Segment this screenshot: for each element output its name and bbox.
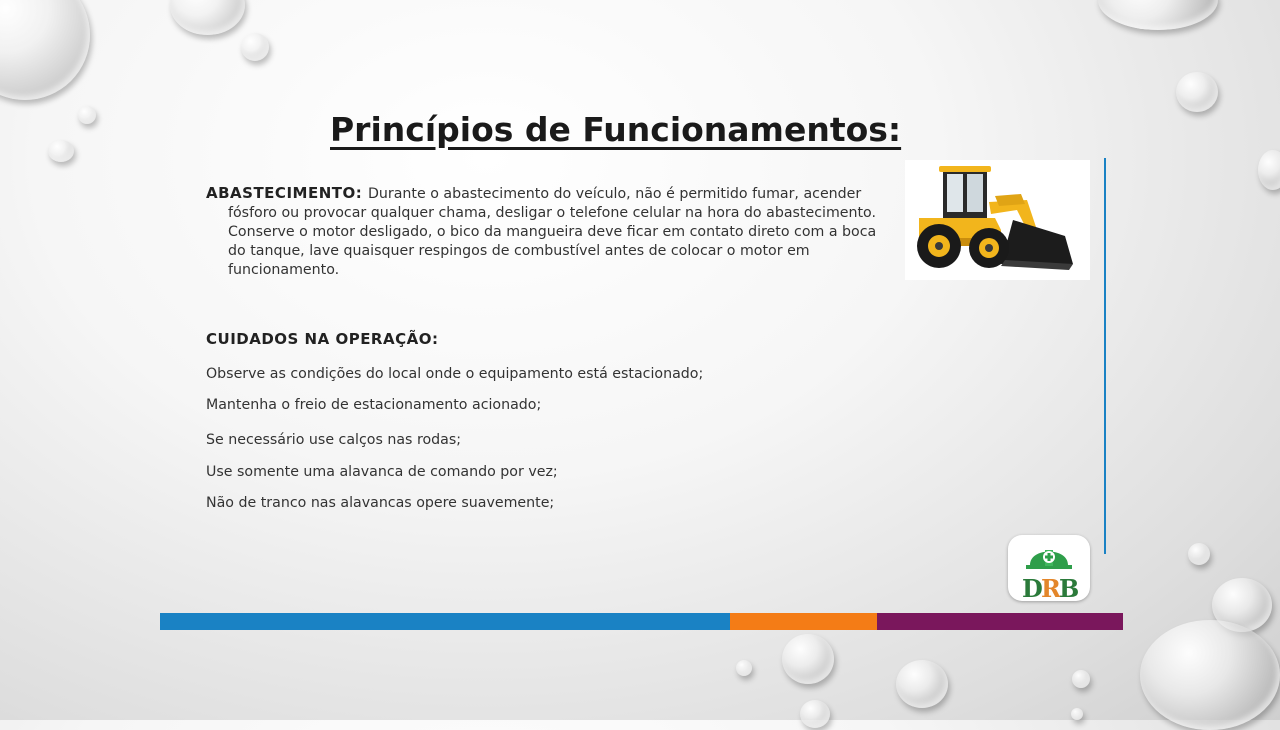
- drb-logo: [1008, 535, 1090, 601]
- hard-hat-icon: [1026, 550, 1072, 569]
- cuidados-item: Mantenha o freio de estacionamento acionado;: [206, 397, 542, 413]
- cuidados-heading: CUIDADOS NA OPERAÇÃO:: [206, 330, 439, 348]
- water-drop: [78, 106, 96, 124]
- abastecimento-separator: :: [355, 184, 368, 202]
- footer-bar-blue: [160, 613, 730, 630]
- logo-letter-r: R: [1041, 574, 1061, 601]
- water-drop: [736, 660, 752, 676]
- slide-title: Princípios de Funcionamentos:: [330, 110, 902, 149]
- water-drop: [1258, 150, 1280, 190]
- logo-letter-d: D: [1022, 574, 1043, 601]
- water-drop: [1071, 708, 1083, 720]
- water-drop: [896, 660, 948, 708]
- wheel-loader-image: [905, 160, 1090, 280]
- water-drop: [1140, 620, 1280, 730]
- water-drop: [241, 33, 269, 61]
- abastecimento-block: [206, 184, 896, 280]
- water-drop: [0, 0, 90, 100]
- footer-bar-purple: [877, 613, 1123, 630]
- cuidados-item: Não de tranco nas alavancas opere suavemente;: [206, 495, 555, 511]
- abastecimento-label: ABASTECIMENTO: [206, 184, 356, 202]
- water-drop: [1176, 72, 1218, 112]
- footer-bar-orange: [730, 613, 877, 630]
- abastecimento-text: Durante o abastecimento do veículo, não é permitido fumar, acender fósforo ou provocar qualquer chama, desligar o telefone celular na hora do abastecimento. Conserve o motor desligado, o bico da mangueira deve ficar em contato direto com a boca do tanque, lave quaisquer respingos de combustível antes de colocar o motor em funcionamento.: [228, 186, 877, 278]
- abastecimento-paragraph: [206, 184, 896, 280]
- accent-vertical-line: [1104, 158, 1106, 554]
- water-drop: [782, 634, 834, 684]
- water-drop: [1098, 0, 1218, 30]
- cuidados-item: Se necessário use calços nas rodas;: [206, 432, 462, 448]
- logo-letter-b: B: [1059, 574, 1080, 601]
- water-drop: [1188, 543, 1210, 565]
- cuidados-item: Use somente uma alavanca de comando por vez;: [206, 464, 558, 480]
- water-drop: [48, 140, 74, 162]
- water-drop: [170, 0, 245, 35]
- water-drop: [800, 700, 830, 728]
- cuidados-item: Observe as condições do local onde o equipamento está estacionado;: [206, 366, 704, 382]
- footer-color-bar: [160, 613, 1123, 630]
- water-drop: [1072, 670, 1090, 688]
